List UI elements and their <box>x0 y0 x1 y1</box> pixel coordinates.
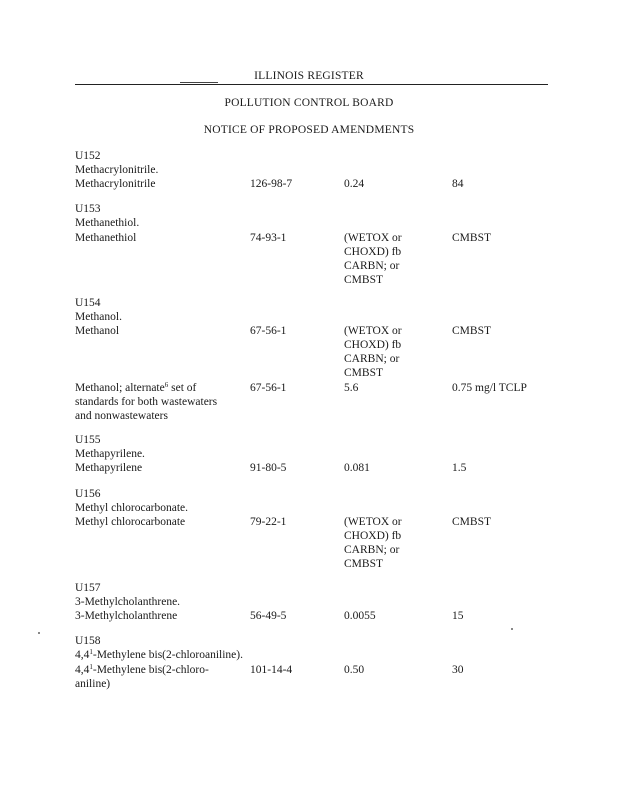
wastewater-standard-line: CMBST <box>344 274 383 286</box>
group-name: Methacrylonitrile. <box>75 164 159 176</box>
header-rule <box>75 84 548 85</box>
footnote-marker: 6 <box>164 381 169 389</box>
alternate-name-prefix: Methanol; alternate <box>75 382 165 394</box>
cas-number: 67-56-1 <box>250 382 287 394</box>
superscript-marker: 1 <box>89 663 93 671</box>
nonwastewater-standard: 15 <box>452 610 464 622</box>
group-name <box>75 649 243 662</box>
constituent-name: Methapyrilene <box>75 462 143 474</box>
wastewater-standard-line: CHOXD) fb <box>344 246 402 258</box>
waste-code: U152 <box>75 150 101 162</box>
wastewater-standard-line: (WETOX or <box>344 516 402 528</box>
waste-code: U157 <box>75 582 101 594</box>
cas-number: 79-22-1 <box>250 516 287 528</box>
alternate-standard-name <box>75 382 196 395</box>
waste-code: U153 <box>75 203 101 215</box>
cas-number: 74-93-1 <box>250 232 287 244</box>
constituent-name-line: aniline) <box>75 678 111 690</box>
wastewater-standard: 0.081 <box>344 462 370 474</box>
nonwastewater-standard: CMBST <box>452 516 491 528</box>
wastewater-standard: 0.24 <box>344 178 365 190</box>
constituent-name: 3-Methylcholanthrene <box>75 610 178 622</box>
superscript-marker: 1 <box>89 648 93 656</box>
constituent-name <box>75 664 209 677</box>
nonwastewater-standard: 30 <box>452 664 464 676</box>
cas-number: 126-98-7 <box>250 178 293 190</box>
constituent-name: Methanethiol <box>75 232 137 244</box>
cas-number: 91-80-5 <box>250 462 287 474</box>
wastewater-standard-line: (WETOX or <box>344 232 402 244</box>
group-name-suffix: -Methylene bis(2-chloroaniline). <box>92 649 243 661</box>
constituent-name: Methanol <box>75 325 120 337</box>
register-title: ILLINOIS REGISTER <box>254 70 364 82</box>
wastewater-standard: 0.0055 <box>344 610 376 622</box>
wastewater-standard-line: (WETOX or <box>344 325 402 337</box>
nonwastewater-standard: 1.5 <box>452 462 467 474</box>
alternate-name-suffix: set of <box>168 382 197 394</box>
wastewater-standard-line: CMBST <box>344 367 383 379</box>
group-name: Methanol. <box>75 311 122 323</box>
wastewater-standard: 5.6 <box>344 382 359 394</box>
scan-speck <box>511 628 513 630</box>
wastewater-standard: 0.50 <box>344 664 365 676</box>
nonwastewater-standard: CMBST <box>452 325 491 337</box>
constituent-name: Methyl chlorocarbonate <box>75 516 186 528</box>
waste-code: U156 <box>75 488 101 500</box>
group-name: 3-Methylcholanthrene. <box>75 596 181 608</box>
cas-number: 56-49-5 <box>250 610 287 622</box>
wastewater-standard-line: CARBN; or <box>344 544 400 556</box>
waste-code: U155 <box>75 434 101 446</box>
wastewater-standard-line: CARBN; or <box>344 353 400 365</box>
wastewater-standard-line: CARBN; or <box>344 260 400 272</box>
board-title: POLLUTION CONTROL BOARD <box>224 97 394 109</box>
cas-number: 67-56-1 <box>250 325 287 337</box>
alternate-standard-name-line: and nonwastewaters <box>75 410 168 422</box>
group-name: Methapyrilene. <box>75 448 145 460</box>
scan-speck <box>38 632 40 634</box>
constituent-name-prefix: 4,4 <box>75 664 90 676</box>
wastewater-standard-line: CHOXD) fb <box>344 339 402 351</box>
alternate-standard-name-line: standards for both wastewaters <box>75 396 218 408</box>
constituent-name: Methacrylonitrile <box>75 178 156 190</box>
waste-code: U158 <box>75 635 101 647</box>
group-name: Methyl chlorocarbonate. <box>75 502 189 514</box>
cas-number: 101-14-4 <box>250 664 293 676</box>
notice-title: NOTICE OF PROPOSED AMENDMENTS <box>203 124 415 136</box>
waste-code: U154 <box>75 297 101 309</box>
nonwastewater-standard: 0.75 mg/l TCLP <box>452 382 527 394</box>
wastewater-standard-line: CMBST <box>344 558 383 570</box>
group-name: Methanethiol. <box>75 217 140 229</box>
nonwastewater-standard: CMBST <box>452 232 491 244</box>
group-name-prefix: 4,4 <box>75 649 90 661</box>
wastewater-standard-line: CHOXD) fb <box>344 530 402 542</box>
constituent-name-suffix: -Methylene bis(2-chloro- <box>92 664 209 676</box>
nonwastewater-standard: 84 <box>452 178 464 190</box>
